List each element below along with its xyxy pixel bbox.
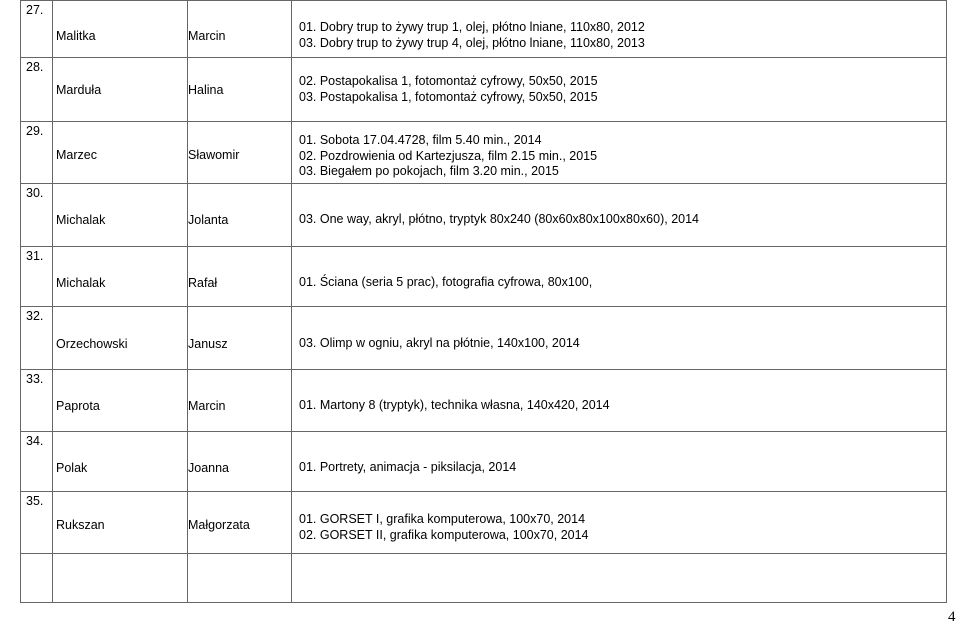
row-number: 29. xyxy=(21,122,53,184)
last-name: Marzec xyxy=(53,122,188,184)
first-name: Sławomir xyxy=(188,122,292,184)
first-name: Jolanta xyxy=(188,184,292,247)
table-row-empty xyxy=(21,554,947,603)
last-name: Marduła xyxy=(53,58,188,122)
row-number: 27. xyxy=(21,1,53,58)
row-number: 34. xyxy=(21,432,53,492)
table-row xyxy=(21,184,947,247)
work-entry: 03. Olimp w ogniu, akryl na płótnie, 140x100, 2014 xyxy=(299,336,580,351)
works-cell xyxy=(292,1,947,58)
works-cell xyxy=(292,432,947,492)
row-number: 31. xyxy=(21,247,53,307)
artist-works-table xyxy=(20,0,947,603)
last-name: Polak xyxy=(53,432,188,492)
work-entry: 01. Sobota 17.04.4728, film 5.40 min., 2014 xyxy=(299,132,542,147)
table-row xyxy=(21,1,947,58)
work-entry: 03. Postapokalisa 1, fotomontaż cyfrowy, 50x50, 2015 xyxy=(299,89,598,104)
work-entry: 02. GORSET II, grafika komputerowa, 100x70, 2014 xyxy=(299,527,589,542)
page-number: 4 xyxy=(948,609,956,625)
works-cell xyxy=(292,58,947,122)
row-number: 32. xyxy=(21,307,53,370)
first-name: Rafał xyxy=(188,247,292,307)
table-row xyxy=(21,370,947,432)
table-row xyxy=(21,432,947,492)
work-entry: 03. One way, akryl, płótno, tryptyk 80x240 (80x60x80x100x80x60), 2014 xyxy=(299,212,700,227)
work-entry: 01. Portrety, animacja - piksilacja, 2014 xyxy=(299,459,517,474)
work-entry: 01. Martony 8 (tryptyk), technika własna, 140x420, 2014 xyxy=(299,397,610,412)
work-entry: 02. Pozdrowienia od Kartezjusza, film 2.15 min., 2015 xyxy=(299,148,598,163)
first-name: Janusz xyxy=(188,307,292,370)
first-name: Małgorzata xyxy=(188,492,292,554)
work-entry: 01. GORSET I, grafika komputerowa, 100x70, 2014 xyxy=(299,511,586,526)
work-entry: 02. Postapokalisa 1, fotomontaż cyfrowy, 50x50, 2015 xyxy=(299,73,598,88)
row-number: 28. xyxy=(21,58,53,122)
last-name: Orzechowski xyxy=(53,307,188,370)
row-number: 30. xyxy=(21,184,53,247)
first-name: Joanna xyxy=(188,432,292,492)
work-entry: 01. Ściana (seria 5 prac), fotografia cyfrowa, 80x100, xyxy=(299,274,593,289)
work-entry: 01. Dobry trup to żywy trup 1, olej, płótno lniane, 110x80, 2012 xyxy=(299,20,645,35)
works-cell xyxy=(292,370,947,432)
work-entry: 03. Dobry trup to żywy trup 4, olej, płótno lniane, 110x80, 2013 xyxy=(299,36,645,50)
first-name: Halina xyxy=(188,58,292,122)
table-row xyxy=(21,58,947,122)
works-cell xyxy=(292,492,947,554)
row-number: 35. xyxy=(21,492,53,554)
table-row xyxy=(21,492,947,554)
works-cell xyxy=(292,247,947,307)
table-row xyxy=(21,247,947,307)
works-cell xyxy=(292,122,947,184)
last-name: Paprota xyxy=(53,370,188,432)
first-name: Marcin xyxy=(188,1,292,58)
last-name: Rukszan xyxy=(53,492,188,554)
row-number: 33. xyxy=(21,370,53,432)
work-entry: 03. Biegałem po pokojach, film 3.20 min., 2015 xyxy=(299,164,559,179)
works-cell xyxy=(292,184,947,247)
works-cell xyxy=(292,307,947,370)
table-row xyxy=(21,307,947,370)
first-name: Marcin xyxy=(188,370,292,432)
table-row xyxy=(21,122,947,184)
last-name: Michalak xyxy=(53,184,188,247)
last-name: Michalak xyxy=(53,247,188,307)
last-name: Malitka xyxy=(53,1,188,58)
